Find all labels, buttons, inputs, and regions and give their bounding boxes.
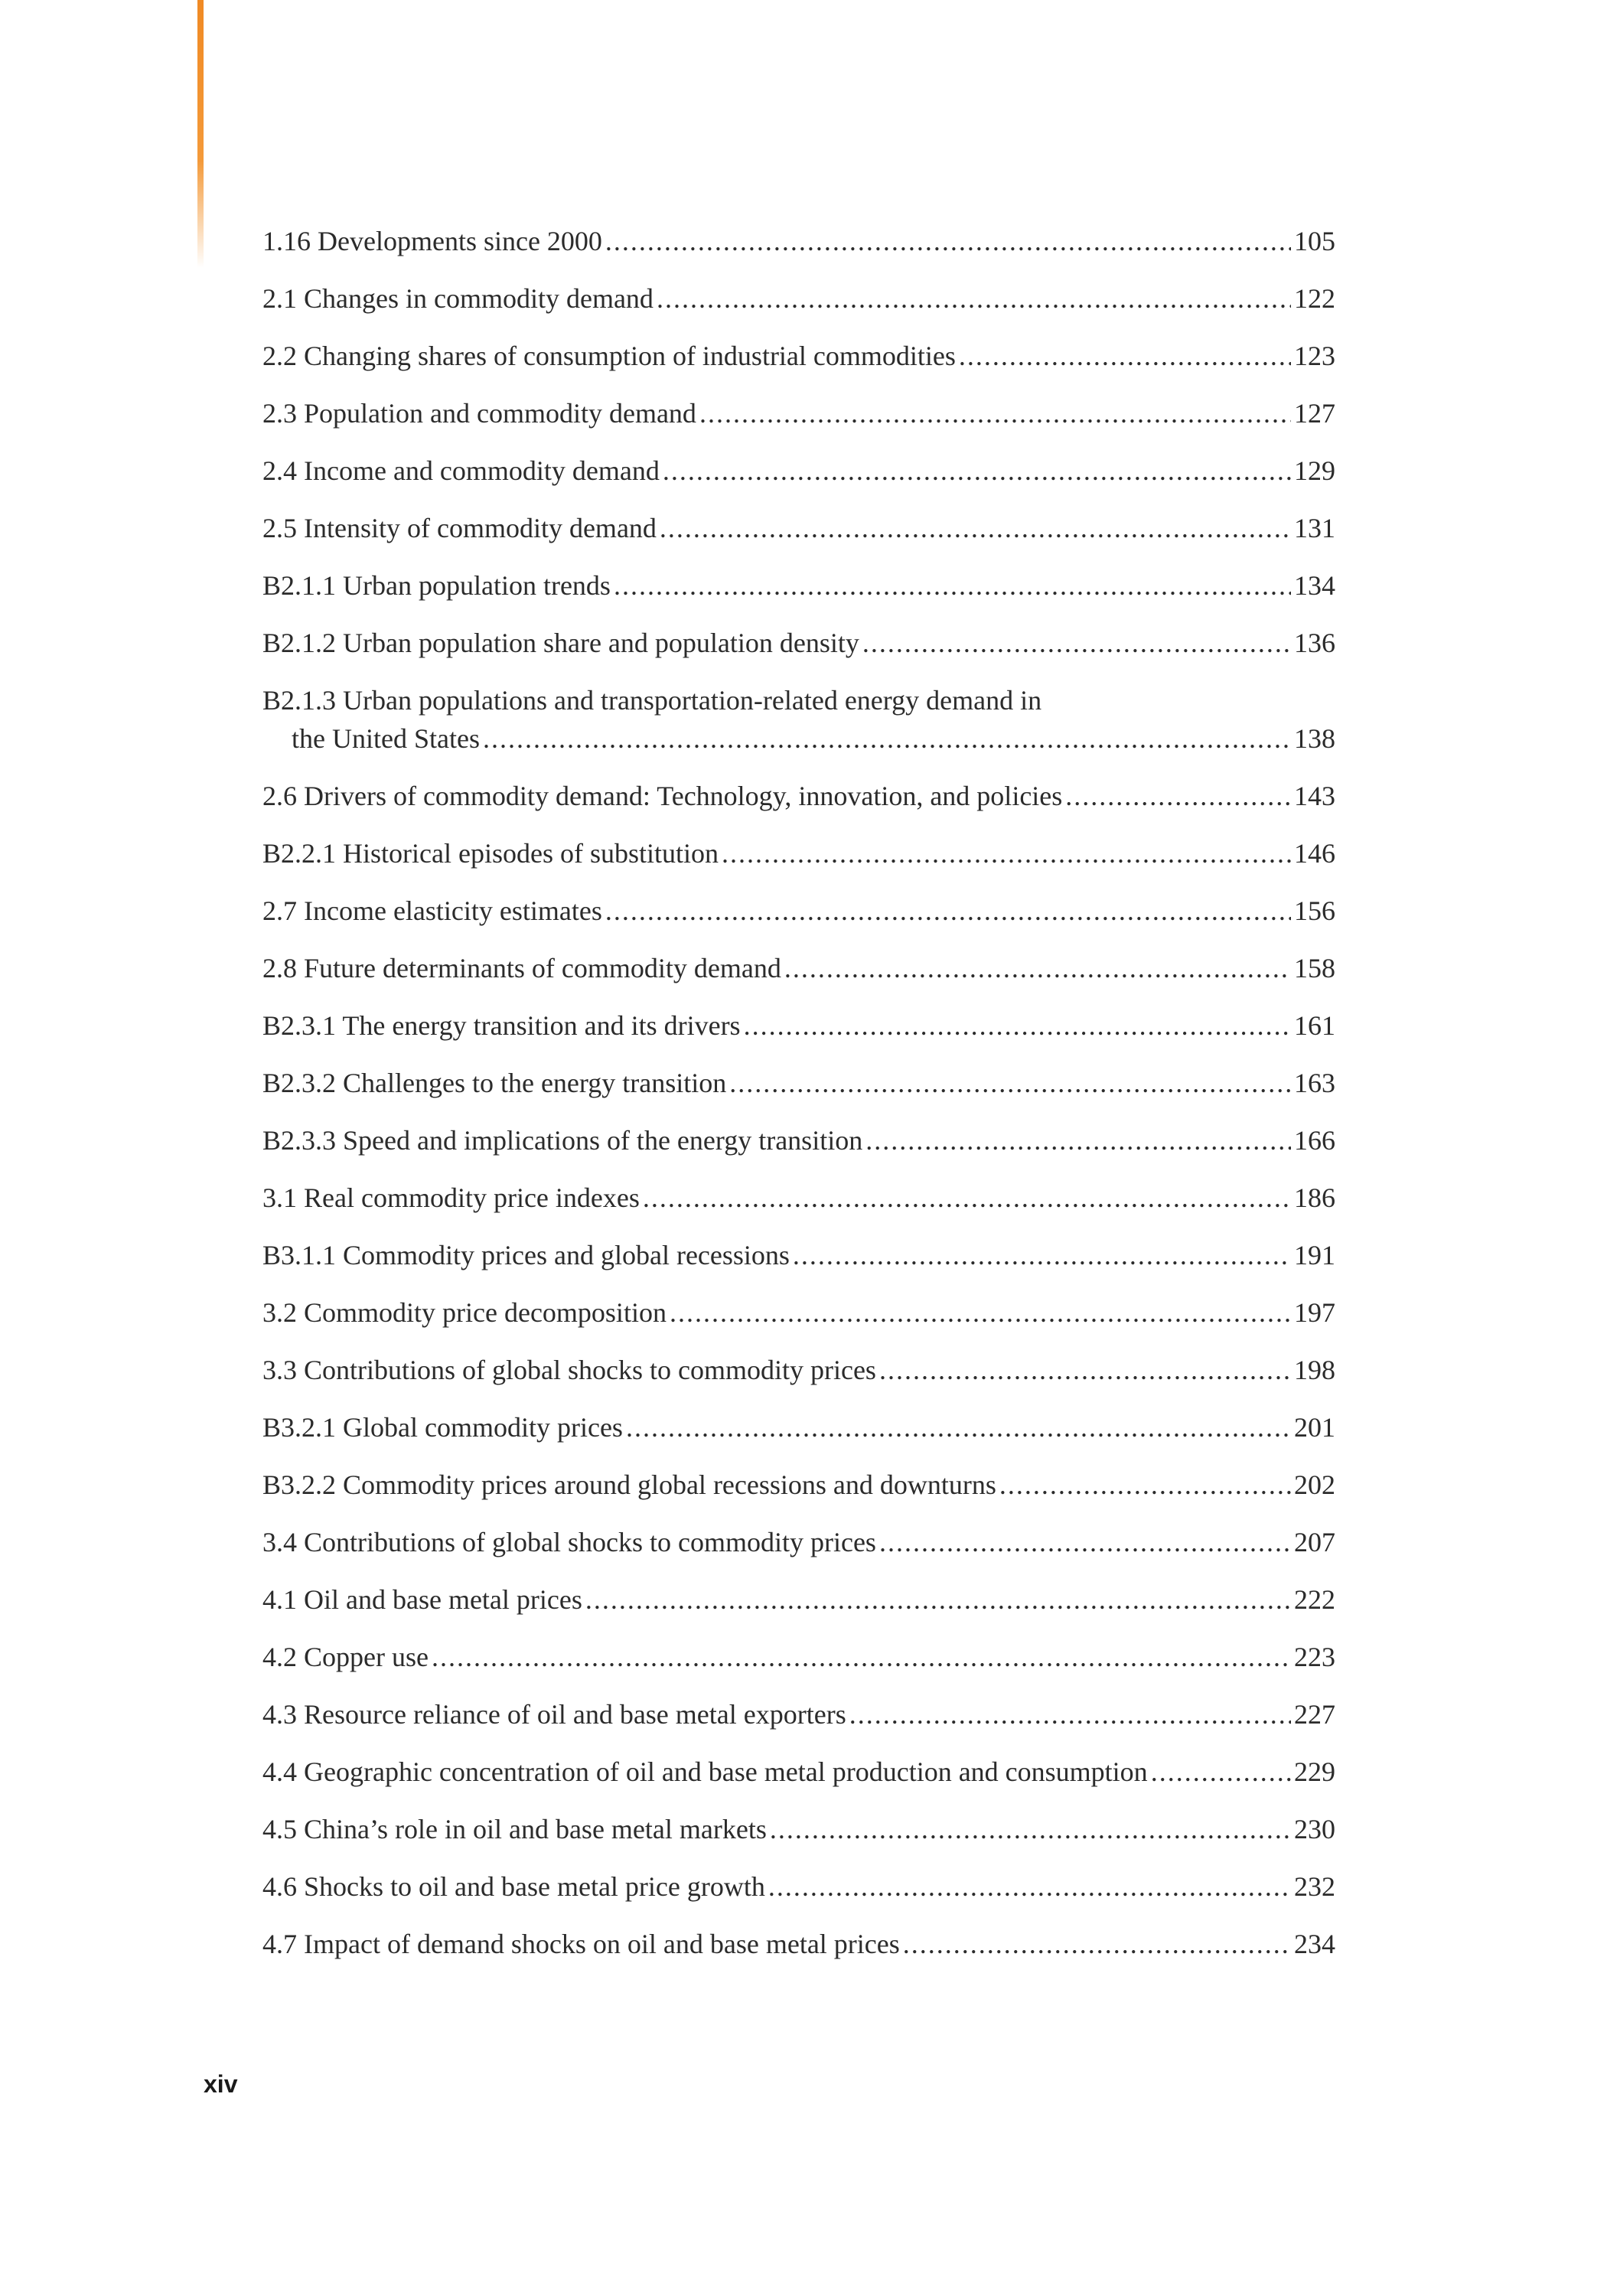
table-of-contents: [262, 222, 1335, 1982]
toc-entry-title: 2.6 Drivers of commodity demand: Technology, innovation, and policies: [262, 781, 1063, 811]
toc-entry[interactable]: [262, 1179, 1335, 1236]
toc-entry-page: 161: [1294, 1010, 1335, 1041]
toc-entry-title: 1.16 Developments since 2000: [262, 226, 602, 256]
toc-entry-title: B2.3.1 The energy transition and its drivers: [262, 1010, 741, 1041]
dot-leader: [879, 1523, 1291, 1561]
toc-entry-title: 4.4 Geographic concentration of oil and base metal production and consumption: [262, 1756, 1148, 1787]
toc-entry-page: 186: [1294, 1182, 1335, 1213]
toc-entry-title: 4.1 Oil and base metal prices: [262, 1584, 582, 1615]
toc-entry-page: 129: [1294, 455, 1335, 486]
dot-leader: [999, 1466, 1291, 1504]
toc-entry-title: 2.3 Population and commodity demand: [262, 398, 696, 429]
dot-leader: [663, 452, 1291, 490]
toc-entry[interactable]: [262, 1695, 1335, 1753]
toc-entry-page: 158: [1294, 953, 1335, 983]
toc-entry-title: B2.1.1 Urban population trends: [262, 570, 611, 601]
dot-leader: [432, 1638, 1291, 1676]
toc-entry-title: B3.2.1 Global commodity prices: [262, 1412, 623, 1443]
dot-leader: [793, 1236, 1291, 1274]
toc-entry[interactable]: [262, 1580, 1335, 1638]
dot-leader: [657, 279, 1291, 318]
toc-entry-title: 4.2 Copper use: [262, 1642, 429, 1672]
toc-entry-page: 123: [1294, 341, 1335, 371]
toc-entry[interactable]: [262, 279, 1335, 337]
toc-entry-page: 222: [1294, 1584, 1335, 1615]
dot-leader: [784, 949, 1291, 987]
toc-entry-page: 166: [1294, 1125, 1335, 1156]
dot-leader: [626, 1408, 1291, 1446]
toc-entry-page: 136: [1294, 628, 1335, 658]
toc-entry[interactable]: [262, 1810, 1335, 1867]
toc-entry[interactable]: [262, 1925, 1335, 1982]
toc-entry-page: 201: [1294, 1412, 1335, 1443]
toc-entry-title: B2.1.3 Urban populations and transportation-related energy demand in: [262, 685, 1042, 716]
toc-entry-title: 3.1 Real commodity price indexes: [262, 1182, 640, 1213]
dot-leader: [614, 566, 1291, 605]
toc-entry-page: 207: [1294, 1527, 1335, 1557]
toc-entry-title: B2.1.2 Urban population share and population density: [262, 628, 859, 658]
toc-entry-title: B2.3.3 Speed and implications of the energy transition: [262, 1125, 863, 1156]
toc-entry[interactable]: [262, 509, 1335, 566]
toc-entry-page: 198: [1294, 1355, 1335, 1385]
page-number: xiv: [204, 2070, 238, 2098]
dot-leader: [903, 1925, 1291, 1963]
toc-entry[interactable]: [262, 1236, 1335, 1293]
toc-entry[interactable]: [262, 1006, 1335, 1064]
dot-leader: [744, 1006, 1291, 1045]
toc-entry-title: B2.2.1 Historical episodes of substitution: [262, 838, 719, 869]
dot-leader: [699, 394, 1291, 432]
toc-entry-title: 2.2 Changing shares of consumption of industrial commodities: [262, 341, 956, 371]
toc-entry[interactable]: [262, 949, 1335, 1006]
toc-entry-page: 105: [1294, 226, 1335, 256]
toc-entry-page: 229: [1294, 1756, 1335, 1787]
toc-entry-page: 230: [1294, 1814, 1335, 1844]
toc-entry-title: B3.2.2 Commodity prices around global recessions and downturns: [262, 1469, 996, 1500]
toc-entry[interactable]: [262, 1638, 1335, 1695]
dot-leader: [1065, 777, 1291, 815]
toc-entry-page: 191: [1294, 1240, 1335, 1270]
toc-entry-title: 4.3 Resource reliance of oil and base metal exporters: [262, 1699, 846, 1730]
toc-entry-title: 4.7 Impact of demand shocks on oil and base metal prices: [262, 1929, 900, 1959]
toc-entry[interactable]: [262, 1523, 1335, 1580]
toc-entry-page: 131: [1294, 513, 1335, 543]
accent-bar: [197, 0, 204, 268]
dot-leader: [849, 1695, 1291, 1733]
toc-entry[interactable]: [262, 892, 1335, 949]
toc-entry-title: 2.1 Changes in commodity demand: [262, 283, 654, 314]
dot-leader: [670, 1293, 1291, 1332]
toc-entry[interactable]: [262, 1064, 1335, 1121]
toc-entry-page: 163: [1294, 1068, 1335, 1098]
toc-entry[interactable]: [262, 1351, 1335, 1408]
toc-entry-title: 4.6 Shocks to oil and base metal price growth: [262, 1871, 765, 1902]
toc-entry-title: 2.4 Income and commodity demand: [262, 455, 660, 486]
toc-entry-page: 156: [1294, 895, 1335, 926]
toc-entry[interactable]: [262, 394, 1335, 452]
toc-entry[interactable]: [262, 222, 1335, 279]
dot-leader: [770, 1810, 1291, 1848]
dot-leader: [862, 624, 1291, 662]
toc-entry[interactable]: [262, 1753, 1335, 1810]
toc-entry-title: B2.3.2 Challenges to the energy transition: [262, 1068, 727, 1098]
toc-entry[interactable]: [262, 1867, 1335, 1925]
toc-entry-title: B3.1.1 Commodity prices and global recessions: [262, 1240, 790, 1270]
toc-entry-page: 227: [1294, 1699, 1335, 1730]
toc-entry[interactable]: [262, 777, 1335, 834]
dot-leader: [729, 1064, 1291, 1102]
dot-leader: [483, 719, 1291, 758]
dot-leader: [605, 892, 1291, 930]
dot-leader: [643, 1179, 1291, 1217]
toc-entry-page: 122: [1294, 283, 1335, 314]
dot-leader: [768, 1867, 1291, 1906]
toc-entry-page: 146: [1294, 838, 1335, 869]
toc-entry-title: 3.4 Contributions of global shocks to commodity prices: [262, 1527, 876, 1557]
toc-entry-page: 127: [1294, 398, 1335, 429]
dot-leader: [959, 337, 1291, 375]
toc-entry-page: 143: [1294, 781, 1335, 811]
toc-entry-title: 2.7 Income elasticity estimates: [262, 895, 602, 926]
toc-entry-title: 4.5 China’s role in oil and base metal markets: [262, 1814, 767, 1844]
toc-entry[interactable]: [262, 681, 1335, 777]
toc-entry[interactable]: [262, 1466, 1335, 1523]
toc-entry-page: 197: [1294, 1297, 1335, 1328]
toc-entry-page: 134: [1294, 570, 1335, 601]
toc-entry[interactable]: [262, 1408, 1335, 1466]
toc-entry-title: 3.3 Contributions of global shocks to commodity prices: [262, 1355, 876, 1385]
toc-entry[interactable]: [262, 452, 1335, 509]
dot-leader: [605, 222, 1291, 260]
dot-leader: [1151, 1753, 1291, 1791]
toc-entry-page: 138: [1294, 723, 1335, 754]
toc-entry-page: 223: [1294, 1642, 1335, 1672]
toc-entry-title: 2.8 Future determinants of commodity demand: [262, 953, 781, 983]
toc-entry-page: 234: [1294, 1929, 1335, 1959]
toc-entry-title: 3.2 Commodity price decomposition: [262, 1297, 667, 1328]
toc-entry[interactable]: [262, 624, 1335, 681]
dot-leader: [585, 1580, 1291, 1619]
toc-entry[interactable]: [262, 337, 1335, 394]
toc-entry[interactable]: [262, 566, 1335, 624]
toc-entry[interactable]: [262, 1293, 1335, 1351]
dot-leader: [660, 509, 1291, 547]
toc-entry-page: 202: [1294, 1469, 1335, 1500]
toc-entry[interactable]: [262, 1121, 1335, 1179]
dot-leader: [879, 1351, 1291, 1389]
dot-leader: [865, 1121, 1291, 1159]
dot-leader: [722, 834, 1291, 872]
toc-entry-title: 2.5 Intensity of commodity demand: [262, 513, 657, 543]
toc-entry[interactable]: [262, 834, 1335, 892]
toc-entry-title-continued: the United States: [292, 723, 480, 754]
toc-entry-page: 232: [1294, 1871, 1335, 1902]
